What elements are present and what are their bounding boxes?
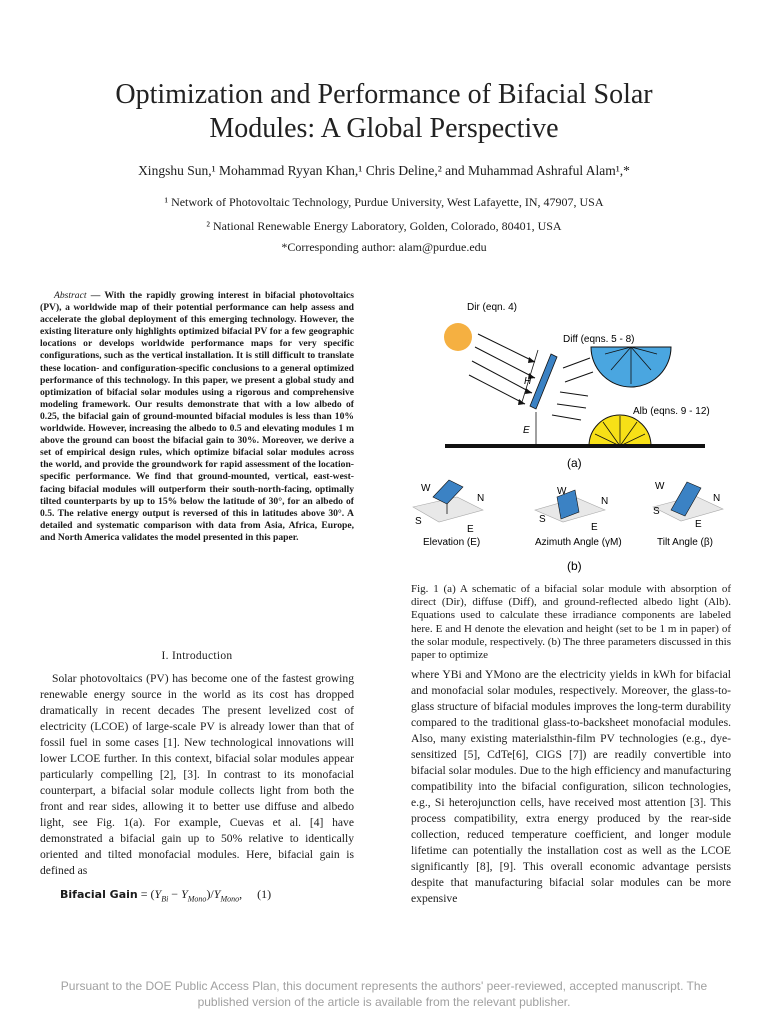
tilt-diagram <box>653 481 723 548</box>
author-list: Xingshu Sun,¹ Mohammad Ryyan Khan,¹ Chris Deline,² and Muhammad Ashraful Alam¹,* <box>138 163 630 178</box>
e-label: E <box>523 425 530 436</box>
equation-label: Bifacial Gain <box>60 888 138 901</box>
panel-b-label: (b) <box>567 559 582 573</box>
equation-number: (1) <box>257 887 272 901</box>
right-paragraph: where YBi and YMono are the electricity yields in kWh for bifacial and monofacial solar modules, respectively. Moreover, the glass-to-glass structure of bifacial modules improves the long-term durability compared to the traditional glass-to-backsheet monofacial modules. Also, many existing materialsthin-film PV technologies (e.g., dye-sensitized [5], CdTe[6], CIGS [7]) are readily convertible into bifacial solar modules. Due to the high efficiency and manufacturing compatibility into the bifacial configuration, silicon technologies, e.g., Si heterojunction cells, have received most attention [3]. This process compatibility, extra energy produced by the rear-side collection, reduced temperature coefficient, and longer module lifetime can potentially the installation cost as well as the LCOE significantly [8], [9]. This overall economic advantage persists despite that manufacturing bifacial solar modules can be more expensive <box>411 668 731 905</box>
diffuse-rays <box>563 358 593 382</box>
section-heading: I. Introduction <box>161 650 233 662</box>
abstract-lead: Abstract <box>54 290 87 301</box>
introduction-text <box>40 671 354 879</box>
compass-w-3: W <box>655 481 665 492</box>
compass-s-3: S <box>653 506 660 517</box>
compass-e-2: E <box>591 522 598 533</box>
sun-icon <box>444 323 472 351</box>
public-access-notice: Pursuant to the DOE Public Access Plan, this document represents the authors' peer-reviewed, accepted manuscript. The published version of the article is available from the relevant publisher. <box>60 979 708 1009</box>
compass-s-1: S <box>415 516 422 527</box>
compass-e-1: E <box>467 524 474 535</box>
tilt-label: Tilt Angle (β) <box>657 537 713 548</box>
compass-n-1: N <box>477 493 485 504</box>
affiliation-1: ¹ Network of Photovoltaic Technology, Purdue University, West Lafayette, IN, 47907, USA <box>164 195 604 209</box>
title-line-1: Optimization and Performance of Bifacial Solar <box>115 79 653 110</box>
elevation-label: Elevation (E) <box>423 537 481 548</box>
alb-label: Alb (eqns. 9 - 12) <box>633 406 710 417</box>
azimuth-diagram <box>535 486 622 548</box>
compass-n-3: N <box>713 493 721 504</box>
abstract <box>40 290 354 544</box>
compass-s-2: S <box>539 514 546 525</box>
title-line-2: Modules: A Global Perspective <box>209 113 559 144</box>
compass-e-3: E <box>695 519 702 530</box>
rear-rays <box>552 392 588 420</box>
panel-a-label: (a) <box>567 456 582 470</box>
right-column-text <box>411 667 731 907</box>
affiliation-2: ² National Renewable Energy Laboratory, Golden, Colorado, 80401, USA <box>206 219 562 233</box>
corresponding-author: *Corresponding author: alam@purdue.edu <box>281 240 487 254</box>
equation-formula: = $(Y_{Bi} - Y_{Mono})/Y_{Mono}$, <box>140 887 243 904</box>
compass-n-2: N <box>601 496 609 507</box>
intro-paragraph: Solar photovoltaics (PV) has become one of the fastest growing renewable energy source in the world as its cost has dropped dramatically in recent decades The present levelized cost of electricity (LCOE) of large-scale PV is already lower than that of fossil fuel in some cases [1]. New technological innovations will lower LCOE further. In this context, bifacial solar modules appear particularly compelling [2], [3]. In contrast to its monofacial counterpart, a bifacial solar module collects light from both the front and rear sides, allowing it to better use diffuse and albedo light, see Fig. 1(a). For example, Cuevas et al. [4] have demonstrated a bifacial gain up to 50% relative to identically oriented and tilted monofacial modules. Here, bifacial gain is defined as <box>40 672 354 877</box>
h-label: H <box>524 376 532 387</box>
figure-1 <box>405 292 740 582</box>
diff-label: Diff (eqns. 5 - 8) <box>563 334 635 345</box>
compass-w-2: W <box>557 486 567 497</box>
paper-title <box>40 78 728 146</box>
azimuth-label: Azimuth Angle (γM) <box>535 537 622 548</box>
equation-1 <box>60 887 354 903</box>
dir-label: Dir (eqn. 4) <box>467 302 518 313</box>
abstract-text: — With the rapidly growing interest in bifacial photovoltaics (PV), a worldwide map of their potential performance can help assess and accelerate the global deployment of this emerging technology. However, the existing literature only highlights optimized bifacial PV for a few geographic locations or develops worldwide performance maps for very specific configurations, such as the vertical installation. It is still difficult to translate these location- and configuration-specific conclusions to a general optimized performance of this technology. In this paper, we present a global study and optimization of bifacial solar modules using a rigorous and comprehensive modeling framework. Our results demonstrate that with a low albedo of 0.25, the bifacial gain of ground-mounted bifacial modules is less than 10% worldwide. However, increasing the albedo to 0.5 and elevating modules 1 m above the ground can boost the bifacial gain to 30%. Moreover, we derive a set of empirical design rules, which optimize bifacial solar modules across the world, and provide the groundwork for rapid assessment of the location-specific performance. We find that ground-mounted, vertical, east-west-facing bifacial modules will outperform their south-north-facing, optimally tilted counterparts by up to 15% below the latitude of 30°, for an albedo of 0.5. The relative energy output is reversed of this in latitudes above 30°. A detailed and systematic comparison with data from Asia, Africa, Europe, and North America validates the model presented in this paper. <box>40 290 354 543</box>
elevation-diagram <box>413 480 484 548</box>
compass-w-1: W <box>421 483 431 494</box>
figure-caption: Fig. 1 (a) A schematic of a bifacial solar module with absorption of direct (Dir), diffuse (Diff), and ground-reflected albedo light (Alb). Equations used to calculate these irradiance components are labeled here. E and H denote the elevation and height (set to be 1 m in paper) of the solar module, respectively. (b) The three parameters discussed in this paper to optimize <box>411 583 731 662</box>
